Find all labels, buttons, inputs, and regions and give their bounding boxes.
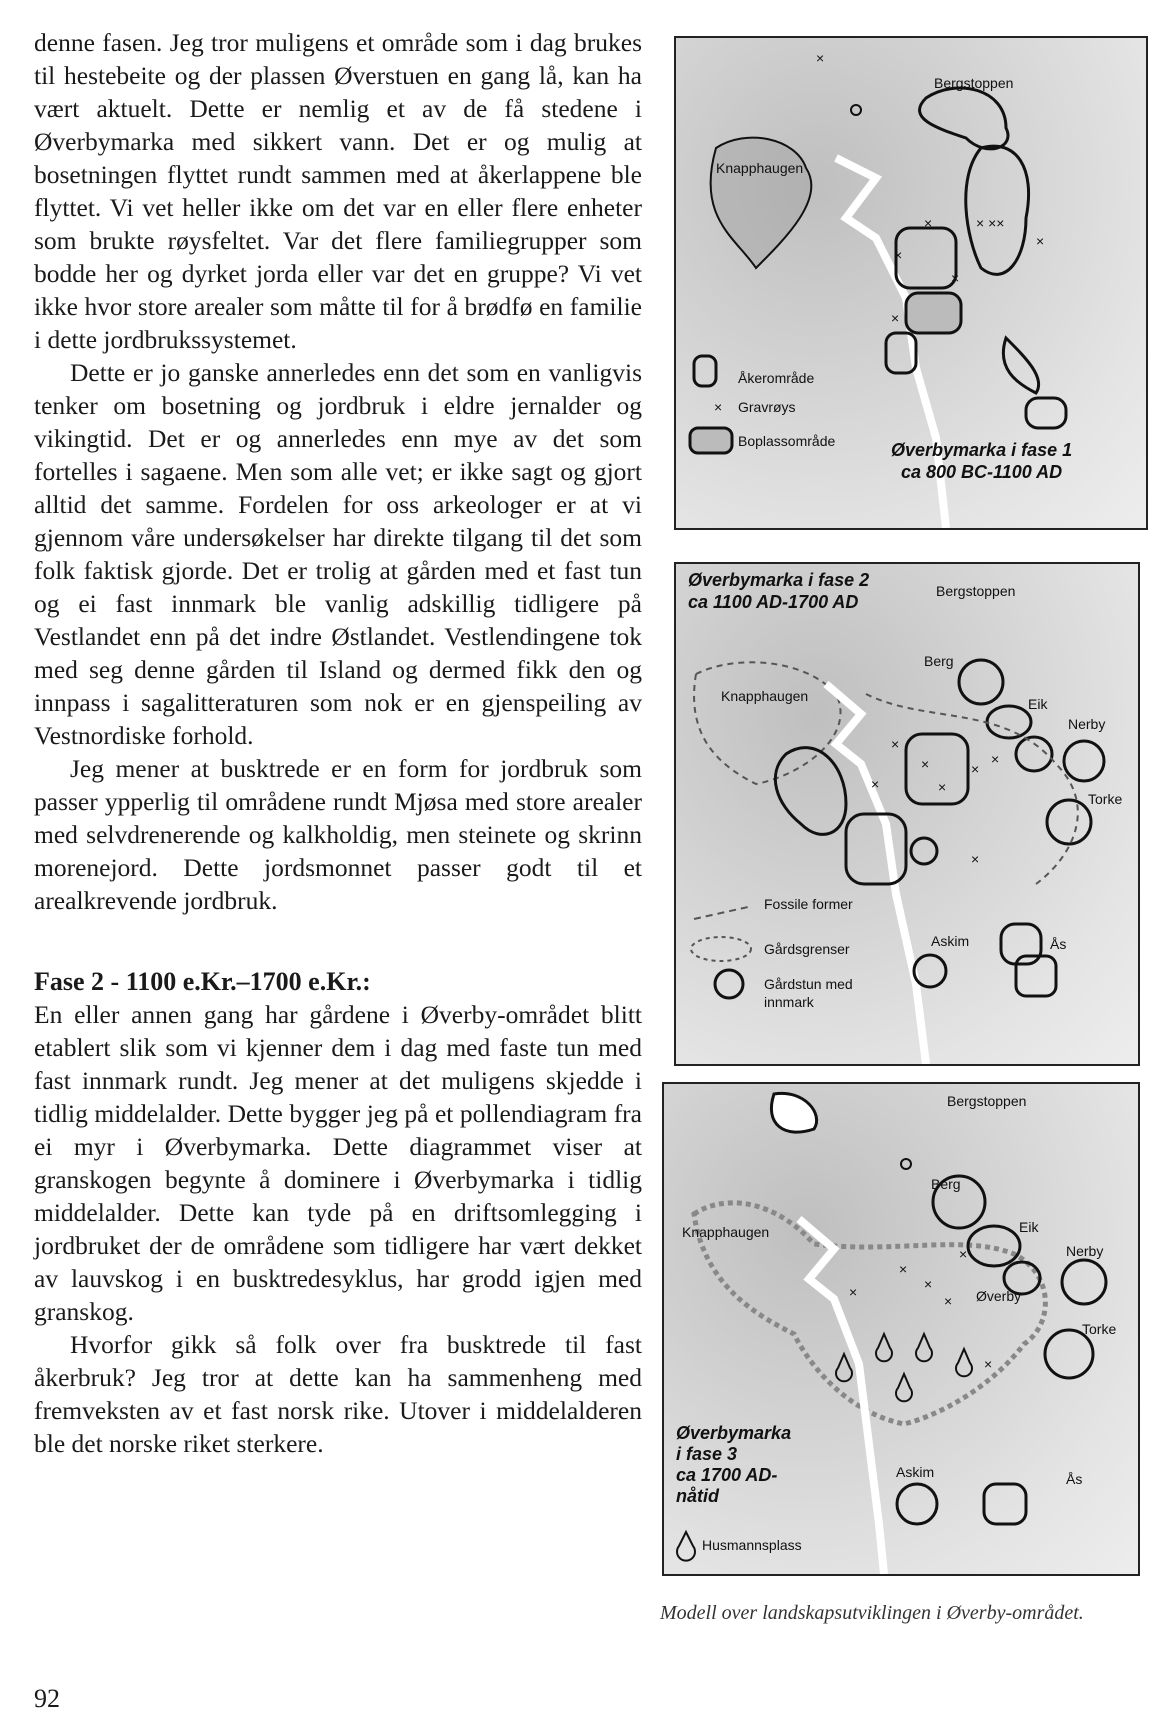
paragraph-3: Jeg mener at busktrede er en form for jordbruk som passer ypperlig til områdene rundt Mjøsa med store arealer med selvdrenerende og kalkholdig, men steinete og skrinn morenejord. Dette jordsmonnet passer godt til et arealkrevende jordbruk. xyxy=(34,754,642,915)
label-knapphaugen: Knapphaugen xyxy=(716,160,804,176)
map-title-line-2: i fase 3 xyxy=(676,1444,738,1464)
field-area xyxy=(896,228,956,288)
legend-fossil-symbol xyxy=(694,907,748,919)
paragraph-2: Dette er jo ganske annerledes enn det som en vanligvis tenker om bosetning og jordbruk i eldre jernalder og vikingtid. Det er og annerledes enn mye av det som fortelles i sagaene. Men som alle vet; er ikke sagt og gjort alltid det samme. Fordelen for oss arkeologer er at vi gjennom våre undersøkelser har direkte tilgang til det som folk faktisk gjorde. Det er trolig at gården med et fast tun og ei fast innmark ble vanlig adskillig tidligere på Vestlandet enn på det indre Østlandet. Vestlendingene tok med seg denne gården til Island og dermed fikk den og innpass i sagalitteraturen som nok er en gjenspeiling av Vestnordiske forhold. xyxy=(34,358,642,750)
legend-field-symbol xyxy=(694,356,716,386)
legend-yard-symbol xyxy=(715,970,743,998)
bergstoppen-area xyxy=(920,88,1008,149)
pond-marker xyxy=(901,1159,911,1169)
label-askim: Askim xyxy=(896,1464,935,1480)
grave-marker: × ×× xyxy=(976,215,1005,231)
grave-marker: × xyxy=(951,270,960,286)
legend-field-label: Åkerområde xyxy=(738,370,815,386)
grave-marker: × xyxy=(921,756,930,772)
grave-marker: × xyxy=(924,1276,933,1292)
label-bergstoppen: Bergstoppen xyxy=(947,1093,1027,1109)
croft-marker xyxy=(896,1374,912,1401)
farm-yard-as xyxy=(984,1484,1026,1524)
knapphaugen-area xyxy=(711,138,812,268)
farm-yard-eik xyxy=(987,706,1031,738)
legend-settlement-symbol xyxy=(690,428,732,453)
legend-grave-symbol: × xyxy=(714,399,723,415)
farm-yard-askim xyxy=(914,955,946,987)
field-area xyxy=(1026,398,1066,428)
paragraph-4: En eller annen gang har gårdene i Øverby-området blitt etablert slik som vi kjenner dem i dag med faste tun med fast innmark rundt. Jeg mener at det muligens skjedde i tidlig middelalder. Dette bygger jeg på et pollendiagram fra ei myr i Øverbymarka. Dette diagrammet viser at granskogen begynte å dominere i Øverbymarka i tidlig middelalder. Dette kan tyde på en driftsomlegging i jordbruket der de områdene som tidligere har vært dekket av lauvskog i en busktredesyklus, har grodd igjen med granskog. xyxy=(34,1000,642,1326)
main-text-column xyxy=(34,26,642,1460)
map-phase-3-drawing xyxy=(664,1084,1138,1574)
legend-boundary-label: Gårdsgrenser xyxy=(764,941,850,957)
grave-marker: × xyxy=(891,310,900,326)
croft-marker xyxy=(876,1334,892,1361)
farm-boundary xyxy=(694,662,840,784)
croft-marker xyxy=(836,1354,852,1381)
map-title-line-1: Øverbymarka i fase 2 xyxy=(688,570,870,590)
field-area xyxy=(1003,338,1038,393)
label-knapphaugen: Knapphaugen xyxy=(721,688,809,704)
field-area xyxy=(966,146,1029,274)
grave-marker: × xyxy=(959,1246,968,1262)
label-knapphaugen: Knapphaugen xyxy=(682,1224,770,1240)
grave-marker: × xyxy=(991,751,1000,767)
page-number: 92 xyxy=(34,1684,60,1713)
grave-marker: × xyxy=(849,1284,858,1300)
label-bergstoppen: Bergstoppen xyxy=(934,75,1014,91)
farm-field xyxy=(775,748,846,835)
map-title-line-1: Øverbymarka xyxy=(676,1423,792,1443)
label-eik: Eik xyxy=(1028,696,1048,712)
grave-marker: × xyxy=(899,1261,908,1277)
map-phase-1 xyxy=(674,36,1148,530)
grave-marker: × xyxy=(971,851,980,867)
map-phase-2-drawing xyxy=(676,564,1138,1064)
farm-yard-eik xyxy=(968,1226,1020,1266)
grave-marker: × xyxy=(891,736,900,752)
label-bergstoppen: Bergstoppen xyxy=(936,583,1016,599)
legend-settlement-label: Boplassområde xyxy=(738,433,836,449)
legend-yard-label-2: innmark xyxy=(764,994,814,1010)
map-title-line-1: Øverbymarka i fase 1 xyxy=(891,440,1073,460)
label-nerby: Nerby xyxy=(1066,1243,1104,1259)
farm-yard-askim xyxy=(897,1484,937,1524)
cairn-marker xyxy=(851,105,861,115)
label-as: Ås xyxy=(1050,936,1067,952)
farm-field xyxy=(906,734,968,804)
croft-marker xyxy=(956,1349,972,1376)
map-title-line-4: nåtid xyxy=(676,1486,719,1506)
legend-croft-symbol xyxy=(677,1532,695,1561)
section-heading: Fase 2 - 1100 e.Kr.–1700 e.Kr.: xyxy=(34,967,371,996)
grave-marker: × xyxy=(871,776,880,792)
map-phase-1-drawing xyxy=(676,38,1146,528)
grave-marker: × xyxy=(938,779,947,795)
croft-marker xyxy=(916,1334,932,1361)
label-torke: Torke xyxy=(1082,1321,1117,1337)
label-berg: Berg xyxy=(924,653,954,669)
grave-marker: × xyxy=(816,50,825,66)
farm-yard-berg xyxy=(959,660,1003,704)
label-as: Ås xyxy=(1066,1471,1083,1487)
stream xyxy=(826,684,926,1064)
grave-marker: × xyxy=(984,1356,993,1372)
pond xyxy=(771,1093,816,1132)
map-title-line-3: ca 1700 AD- xyxy=(676,1465,778,1485)
farm-yard-torke xyxy=(1045,1330,1093,1378)
legend-fossil-label: Fossile former xyxy=(764,896,853,912)
farm-yard-torke xyxy=(1047,800,1091,844)
legend-yard-label-1: Gårdstun med xyxy=(764,976,853,992)
legend-croft-label: Husmannsplass xyxy=(702,1537,802,1553)
grave-marker: × xyxy=(944,1293,953,1309)
label-eik: Eik xyxy=(1019,1219,1039,1235)
grave-marker: × xyxy=(1036,233,1045,249)
legend-boundary-symbol xyxy=(691,937,751,961)
paragraph-1: denne fasen. Jeg tror muligens et område som i dag brukes til hestebeite og der plassen Øverstuen en gang lå, kan ha vært aktuelt. Dette er nemlig et av de få stedene i Øverbymarka med sikkert vann. Det er og mulig at bosetningen flyttet rundt sammen med at åkerlappene ble flyttet. Vi vet heller ikke om det var en eller flere enheter som brukte røysfeltet. Var det flere familiegrupper som bodde her og dyrket jorda eller var det en gruppe? Vi vet ikke hvor store arealer som måtte til for å brødfø en familie i dette jordbrukssystemet. xyxy=(34,28,642,354)
legend-grave-label: Gravrøys xyxy=(738,399,796,415)
farm-yard-nerby xyxy=(1064,741,1104,781)
label-berg: Berg xyxy=(931,1176,961,1192)
map-title-line-2: ca 1100 AD-1700 AD xyxy=(688,592,859,612)
label-torke: Torke xyxy=(1088,791,1123,807)
map-phase-2 xyxy=(674,562,1140,1066)
grave-marker: × xyxy=(894,247,903,263)
label-nerby: Nerby xyxy=(1068,716,1106,732)
settlement-area xyxy=(906,293,961,333)
paragraph-5: Hvorfor gikk så folk over fra busktrede til fast åkerbruk? Jeg tror at dette kan ha sammenheng med fremveksten av et fast norsk rike. Utover i middelalderen ble det norske riket sterkere. xyxy=(34,1330,642,1458)
label-overby: Øverby xyxy=(976,1288,1022,1304)
grave-marker: × xyxy=(924,215,933,231)
farm-yard-nerby xyxy=(1062,1260,1106,1304)
map-title-line-2: ca 800 BC-1100 AD xyxy=(901,462,1063,482)
label-askim: Askim xyxy=(931,933,970,949)
grave-marker: × xyxy=(971,761,980,777)
map-phase-3 xyxy=(662,1082,1140,1576)
figure-caption: Modell over landskapsutviklingen i Øverby-området. xyxy=(660,1602,1084,1624)
farm-field xyxy=(911,838,937,864)
